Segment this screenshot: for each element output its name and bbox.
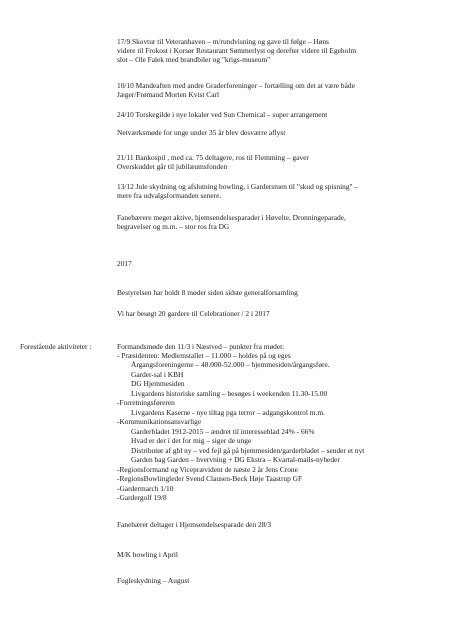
text-line: 24/10 Torskegilde i nye lokaler ved Sun Chemical – super arrangement [117, 110, 328, 119]
text-line: Garden bag Garden – hvervning + DG Ekstra – Kvartal-mails-nyheder [131, 455, 340, 464]
text-line: Garder-sal i KBH [131, 370, 184, 379]
text-line: -Regionsformand og Viceprævident de næste 2 år Jens Crone [117, 465, 298, 474]
text-line: Jæger/Frømand Morten Kvist Carl [117, 90, 220, 99]
text-line: DG Hjemmesiden [131, 379, 185, 388]
text-line: begravelser og m.m. – stor ros fra DG [117, 222, 230, 231]
text-line: -Gardergolf 19/8 [117, 493, 167, 502]
text-line: M/K bowling i April [117, 550, 178, 559]
text-line: -Forretningsføreren [117, 398, 175, 407]
text-line: Fugleskydning – August [117, 576, 190, 585]
section-label: Forestående aktiviteter : [20, 342, 92, 351]
text-line: mere fra udvalgsformanden senere. [117, 191, 222, 200]
text-line: -RegionsBowlingleder Svend Clausen-Beck Høje Taastrup GF [117, 474, 303, 483]
text-line: Netværksmøde for unge under 35 år blev desværre aflyst [117, 128, 286, 137]
text-line: Vi har besøgt 20 gardere til Celebrationer / 2 i 2017 [117, 309, 270, 318]
text-line: 21/11 Bankospil , med ca. 75 deltagere, ros til Flemming – gaver [117, 153, 309, 162]
text-line: Livgardens Kaserne - nye tiltag pga terror – adgangskontrol m.m. [131, 408, 325, 417]
text-line: Livgardens historiske samling – besøges i weekenden 11.30-15.00 [131, 389, 328, 398]
text-line: Formandsmøde den 11/3 i Næstved – punkter fra mødet: [117, 342, 285, 351]
text-line: Garderbladet 1912-2015 – ændret til interesseblad 24% - 66% [131, 427, 315, 436]
text-line: -Gardermarch 1/10 [117, 484, 174, 493]
text-line: Hvad er der i det for mig – siger de unge [131, 436, 252, 445]
text-line: videre til Frokost i Korsør Restaurant Sømmerlyst og derefter videre til Egeholm [117, 46, 357, 55]
year-heading: 2017 [117, 259, 132, 268]
text-line: Distributør af gbl ny – ved fejl gå på hjemmesiden/garderbladet – sender et nyt [131, 446, 365, 455]
text-line: -Kommunikationsansvarlige [117, 417, 202, 426]
text-line: slot – Ole Falek med brandbiler og "krigs-museum" [117, 55, 271, 64]
text-line: - Præsidenten: Medlemstallet – 11.000 – holdes på og eges [117, 351, 291, 360]
text-line: 13/12 Jule skydning og afslutning bowling, i Garderstuen til "skud og spisning" – [117, 182, 359, 191]
text-line: 17/9 Skovtur til Veteranhaven – m/rundvisning og gave til følge – Høns [117, 37, 329, 46]
text-line: Bestyrelsen har holdt 8 møder siden sidste generalforsamling [117, 288, 298, 297]
text-line: Årgangsforeningerne – 48.000-52.000 – hjemmesiden/årgangsføre. [131, 360, 330, 369]
text-line: Fanebærer deltager i Hjemsendelsesparade den 28/3 [117, 520, 272, 529]
text-line: 10/10 Mandeaften med andre Graderforeninger – fortælling om det at være både [117, 81, 355, 90]
text-line: Overskuddet går til jubilæumsfonden [117, 162, 228, 171]
text-line: Fanebærere meget aktive, hjemsendelsesparader i Høvelte, Dronningeparade, [117, 213, 346, 222]
